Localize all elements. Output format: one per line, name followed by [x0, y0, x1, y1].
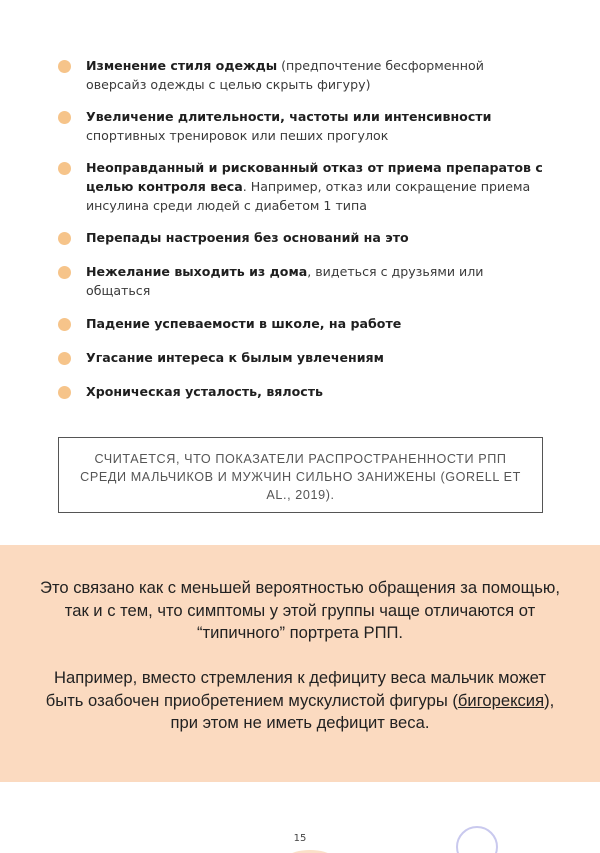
item-bold-text: Угасание интереса к былым увлечениям: [86, 350, 384, 365]
list-item: [58, 382, 548, 401]
item-bold-text: Падение успеваемости в школе, на работе: [86, 316, 402, 331]
list-item: [58, 262, 548, 300]
item-bold-text: Неоправданный и рискованный отказ от приема препаратов с целью контроля веса: [86, 160, 543, 194]
item-text: , видеться с друзьями или общаться: [86, 264, 484, 298]
decorative-circle-icon: [456, 826, 498, 853]
item-text: . Например, отказ или сокращение приема инсулина среди людей с диабетом 1 типа: [86, 179, 531, 213]
list-item: [58, 107, 548, 145]
bullet-dot-icon: [58, 352, 71, 365]
item-bold-text: Увеличение длительности, частоты или интенсивности: [86, 109, 492, 124]
paragraph-text: Например, вместо стремления к дефициту веса мальчик может быть озабочен приобретением мускулистой фигуры (: [45, 668, 546, 710]
item-bold-text: Изменение стиля одежды: [86, 58, 278, 73]
list-item: [58, 228, 548, 247]
bigorexia-link[interactable]: бигорексия: [457, 690, 545, 710]
list-item: [58, 348, 548, 367]
callout-box: СЧИТАЕТСЯ, ЧТО ПОКАЗАТЕЛИ РАСПРОСТРАНЕННОСТИ РПП СРЕДИ МАЛЬЧИКОВ И МУЖЧИН СИЛЬНО ЗАНИЖЕНЫ (GORELL ET AL., 2019).: [58, 437, 543, 513]
highlight-paragraph-2: [40, 667, 560, 735]
page-number: 15: [293, 833, 307, 844]
item-bold-text: Нежелание выходить из дома: [86, 264, 308, 279]
item-bold-text: Перепады настроения без оснований на это: [86, 230, 409, 245]
list-item: [58, 158, 548, 215]
bullet-dot-icon: [58, 318, 71, 331]
bullet-dot-icon: [58, 60, 71, 73]
bullet-dot-icon: [58, 386, 71, 399]
item-text: (предпочтение бесформенной оверсайз одежды с целью скрыть фигуру): [86, 58, 484, 92]
list-item: [58, 314, 548, 333]
item-bold-text: Хроническая усталость, вялость: [86, 384, 323, 399]
bullet-dot-icon: [58, 162, 71, 175]
bullet-dot-icon: [58, 266, 71, 279]
bullet-dot-icon: [58, 232, 71, 245]
item-text: спортивных тренировок или пеших прогулок: [86, 128, 389, 143]
highlight-paragraph-1: Это связано как с меньшей вероятностью обращения за помощью, так и с тем, что симптомы у этой группы чаще отличаются от “типичного” портрета РПП.: [40, 578, 560, 642]
bullet-dot-icon: [58, 111, 71, 124]
list-item: [58, 56, 548, 94]
paragraph-text: ), при этом не иметь дефицит веса.: [170, 690, 555, 732]
highlight-section: [0, 545, 600, 782]
